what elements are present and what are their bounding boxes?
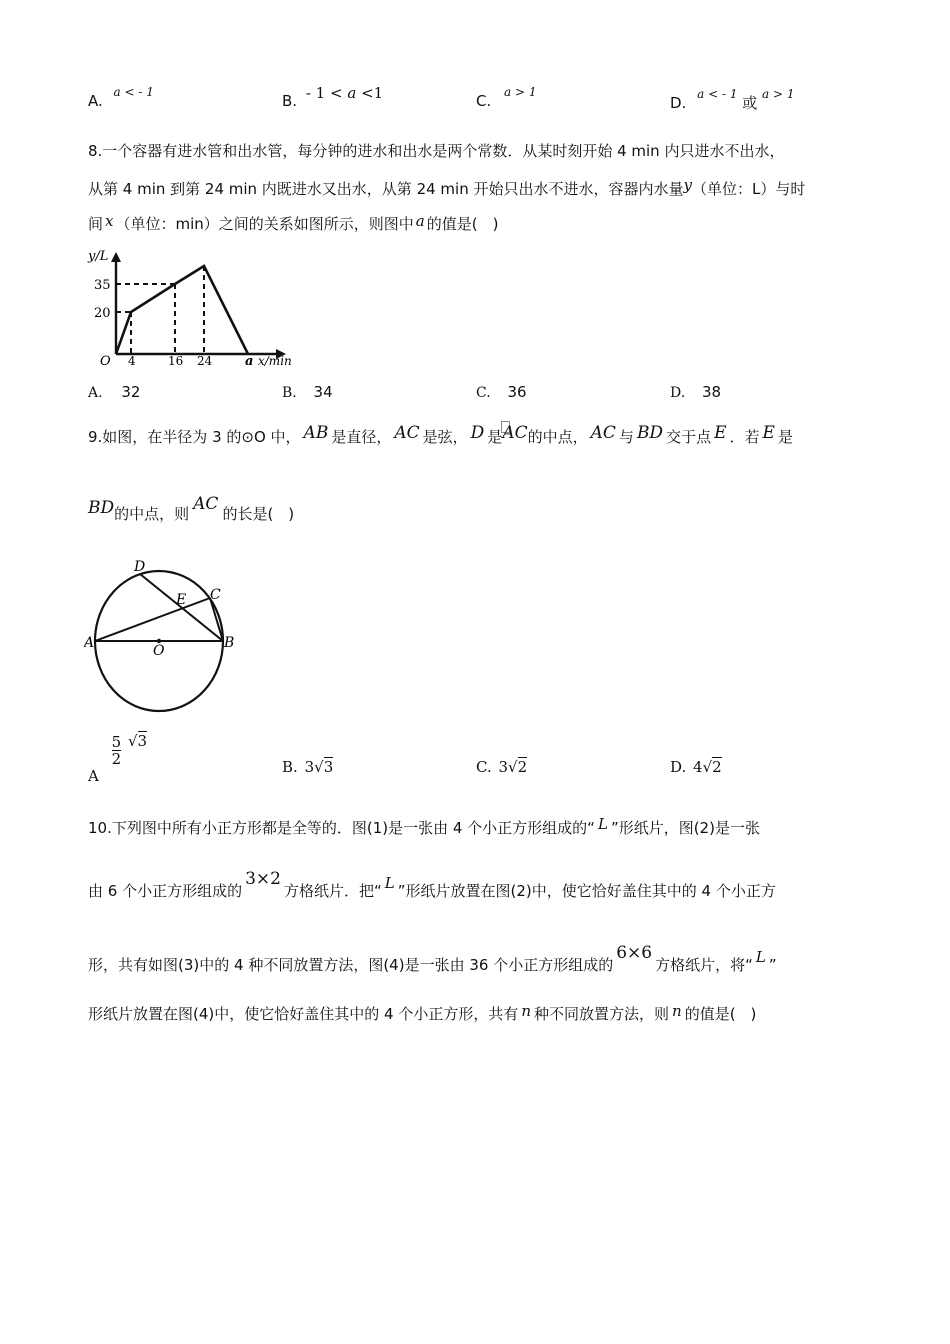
- x-tick-a: a: [245, 354, 254, 368]
- chord-AC: [95, 598, 210, 641]
- q9-option-c: [476, 758, 527, 776]
- q7-option-c: [476, 85, 537, 110]
- var-D: D: [470, 423, 485, 443]
- text: 方格纸片，将“: [655, 956, 753, 974]
- var-AC: AC: [502, 423, 528, 443]
- text: 9.如图，在半径为 3 的⊙O 中，: [88, 428, 301, 446]
- option-label: C.: [476, 758, 492, 776]
- q7-option-b: [282, 84, 384, 110]
- var-E: E: [714, 423, 727, 443]
- text: 10.下列图中所有小正方形都是全等的．图(1)是一张由 4 个小正方形组成的“: [88, 819, 595, 837]
- expr-6x6: 6×6: [616, 943, 653, 963]
- var-BD: BD: [88, 498, 115, 518]
- option-expr-part: <1: [361, 84, 384, 102]
- expr-3x2: 3×2: [245, 869, 281, 889]
- text: 是: [777, 428, 793, 446]
- option-label: A: [88, 767, 99, 785]
- var-L: L: [384, 874, 395, 892]
- y-tick-20: 20: [94, 306, 111, 321]
- coefficient: 4: [693, 758, 703, 776]
- option-label: D.: [670, 94, 687, 112]
- text: 间: [88, 215, 104, 233]
- numerator: 5: [111, 733, 122, 751]
- y-axis-label: y/L: [88, 249, 109, 264]
- option-label: C.: [476, 92, 492, 110]
- radicand: 2: [712, 758, 722, 776]
- text: 的值是( ): [684, 1005, 757, 1023]
- var-x: x: [105, 212, 114, 230]
- text: 交于点: [666, 428, 712, 446]
- q10-line-1: [88, 815, 760, 838]
- q7-option-d: [670, 87, 795, 113]
- text: 从第 4 min 到第 24 min 内既进水又出水，从第 24 min 开始只出水不进水，容器内水量: [88, 180, 684, 198]
- var-a: a: [415, 212, 425, 230]
- q9-option-d: [670, 758, 722, 776]
- var-AC: AC: [590, 423, 616, 443]
- text: （单位：L）与时: [691, 180, 806, 198]
- option-expr-var: a: [347, 84, 357, 102]
- radicand: 3: [137, 731, 148, 750]
- text: （单位：min）之间的关系如图所示，则图中: [115, 215, 414, 233]
- point-A-label: A: [84, 635, 95, 651]
- text: 方格纸片．把“: [283, 882, 382, 900]
- text: 是直径，: [331, 428, 392, 446]
- q9-option-b: [282, 758, 333, 776]
- var-E: E: [762, 423, 775, 443]
- text: 是: [487, 428, 503, 446]
- point-D-label: D: [134, 559, 146, 575]
- q9-line-1: [88, 423, 793, 447]
- arc-AC: [502, 423, 528, 447]
- text: 形纸片放置在图(4)中，使它恰好盖住其中的 4 个小正方形，共有: [88, 1005, 519, 1023]
- q8-option-c: [476, 383, 527, 401]
- text: ”: [768, 956, 777, 974]
- text: ”形纸片，图(2)是一张: [610, 819, 760, 837]
- sqrt-icon: √: [314, 758, 324, 776]
- option-label: B.: [282, 385, 297, 401]
- option-expr: a > 1: [762, 87, 795, 101]
- option-expr-part: - 1 <: [305, 84, 343, 102]
- var-AC: AC: [193, 494, 219, 514]
- q8-line-3: [88, 214, 498, 234]
- option-expr: a > 1: [504, 85, 537, 99]
- sqrt-icon: √: [508, 758, 518, 776]
- q9-line-2: [88, 494, 295, 524]
- radicand: 2: [517, 758, 528, 776]
- option-label: B.: [282, 758, 298, 776]
- option-value: 34: [313, 383, 333, 401]
- x-tick-16: 16: [168, 354, 184, 368]
- option-label: D.: [670, 385, 686, 401]
- text: 种不同放置方法，则: [534, 1005, 670, 1023]
- water-volume-line: [116, 266, 248, 354]
- var-y: y: [683, 176, 692, 194]
- point-C-label: C: [210, 587, 221, 603]
- point-B-label: B: [224, 635, 235, 651]
- point-O-label: O: [153, 643, 165, 659]
- x-tick-24: 24: [197, 354, 213, 368]
- q10-line-4: [88, 1004, 756, 1024]
- var-AC: AC: [394, 423, 420, 443]
- sqrt-expr: [128, 732, 147, 750]
- y-tick-35: 35: [94, 278, 111, 293]
- option-label: B.: [282, 92, 298, 110]
- option-value: 32: [121, 383, 141, 401]
- q8-option-b: [282, 383, 333, 401]
- var-AB: AB: [303, 423, 329, 443]
- q8-graph: [86, 244, 302, 368]
- sqrt-icon: √: [702, 758, 713, 776]
- option-expr: a < - 1: [113, 85, 154, 99]
- q7-option-a: [88, 85, 154, 110]
- q8-line-2: [88, 176, 806, 199]
- x-axis-label: x/min: [258, 354, 292, 368]
- sqrt-icon: √: [127, 731, 138, 750]
- option-label: A.: [88, 92, 103, 110]
- x-tick-4: 4: [128, 354, 136, 368]
- denominator: 2: [111, 750, 122, 768]
- coefficient: 3: [498, 758, 509, 776]
- var-n: n: [672, 1002, 682, 1020]
- option-label: C.: [476, 385, 491, 401]
- coefficient: 3: [304, 758, 315, 776]
- option-value: 36: [507, 383, 527, 401]
- var-L: L: [755, 948, 766, 966]
- point-E-label: E: [176, 592, 187, 608]
- radicand: 3: [323, 758, 334, 776]
- q9-option-a: [88, 731, 148, 785]
- text: 的长是( ): [222, 505, 295, 523]
- text: 与: [618, 428, 634, 446]
- option-connector: 或: [742, 94, 758, 112]
- q9-circle-figure: [84, 554, 244, 714]
- text: 的值是( ): [426, 215, 499, 233]
- text: 的中点，则: [114, 505, 190, 523]
- y-axis-arrow-icon: [111, 252, 121, 262]
- option-value: 38: [701, 383, 722, 401]
- option-label: A.: [88, 385, 103, 401]
- q8-option-a: [88, 383, 140, 401]
- var-L: L: [597, 815, 608, 833]
- q10-line-2: [88, 869, 776, 901]
- q8-line-1: 8.一个容器有进水管和出水管，每分钟的进水和出水是两个常数．从某时刻开始 4 min 内只进水不出水，: [88, 142, 785, 160]
- text: ．若: [729, 428, 760, 446]
- text: 是弦，: [422, 428, 468, 446]
- text: 形，共有如图(3)中的 4 种不同放置方法，图(4)是一张由 36 个小正方形组成的: [88, 956, 614, 974]
- q8-option-d: [670, 383, 721, 401]
- var-n: n: [521, 1002, 532, 1020]
- q10-line-3: [88, 943, 777, 975]
- text: ”形纸片放置在图(2)中，使它恰好盖住其中的 4 个小正方: [397, 882, 776, 900]
- text: 的中点，: [527, 428, 588, 446]
- text: 由 6 个小正方形组成的: [88, 882, 243, 900]
- option-label: D.: [670, 758, 687, 776]
- var-BD: BD: [636, 423, 664, 443]
- origin-label: O: [100, 354, 111, 368]
- option-expr: a < - 1: [697, 87, 738, 101]
- fraction: [112, 734, 122, 767]
